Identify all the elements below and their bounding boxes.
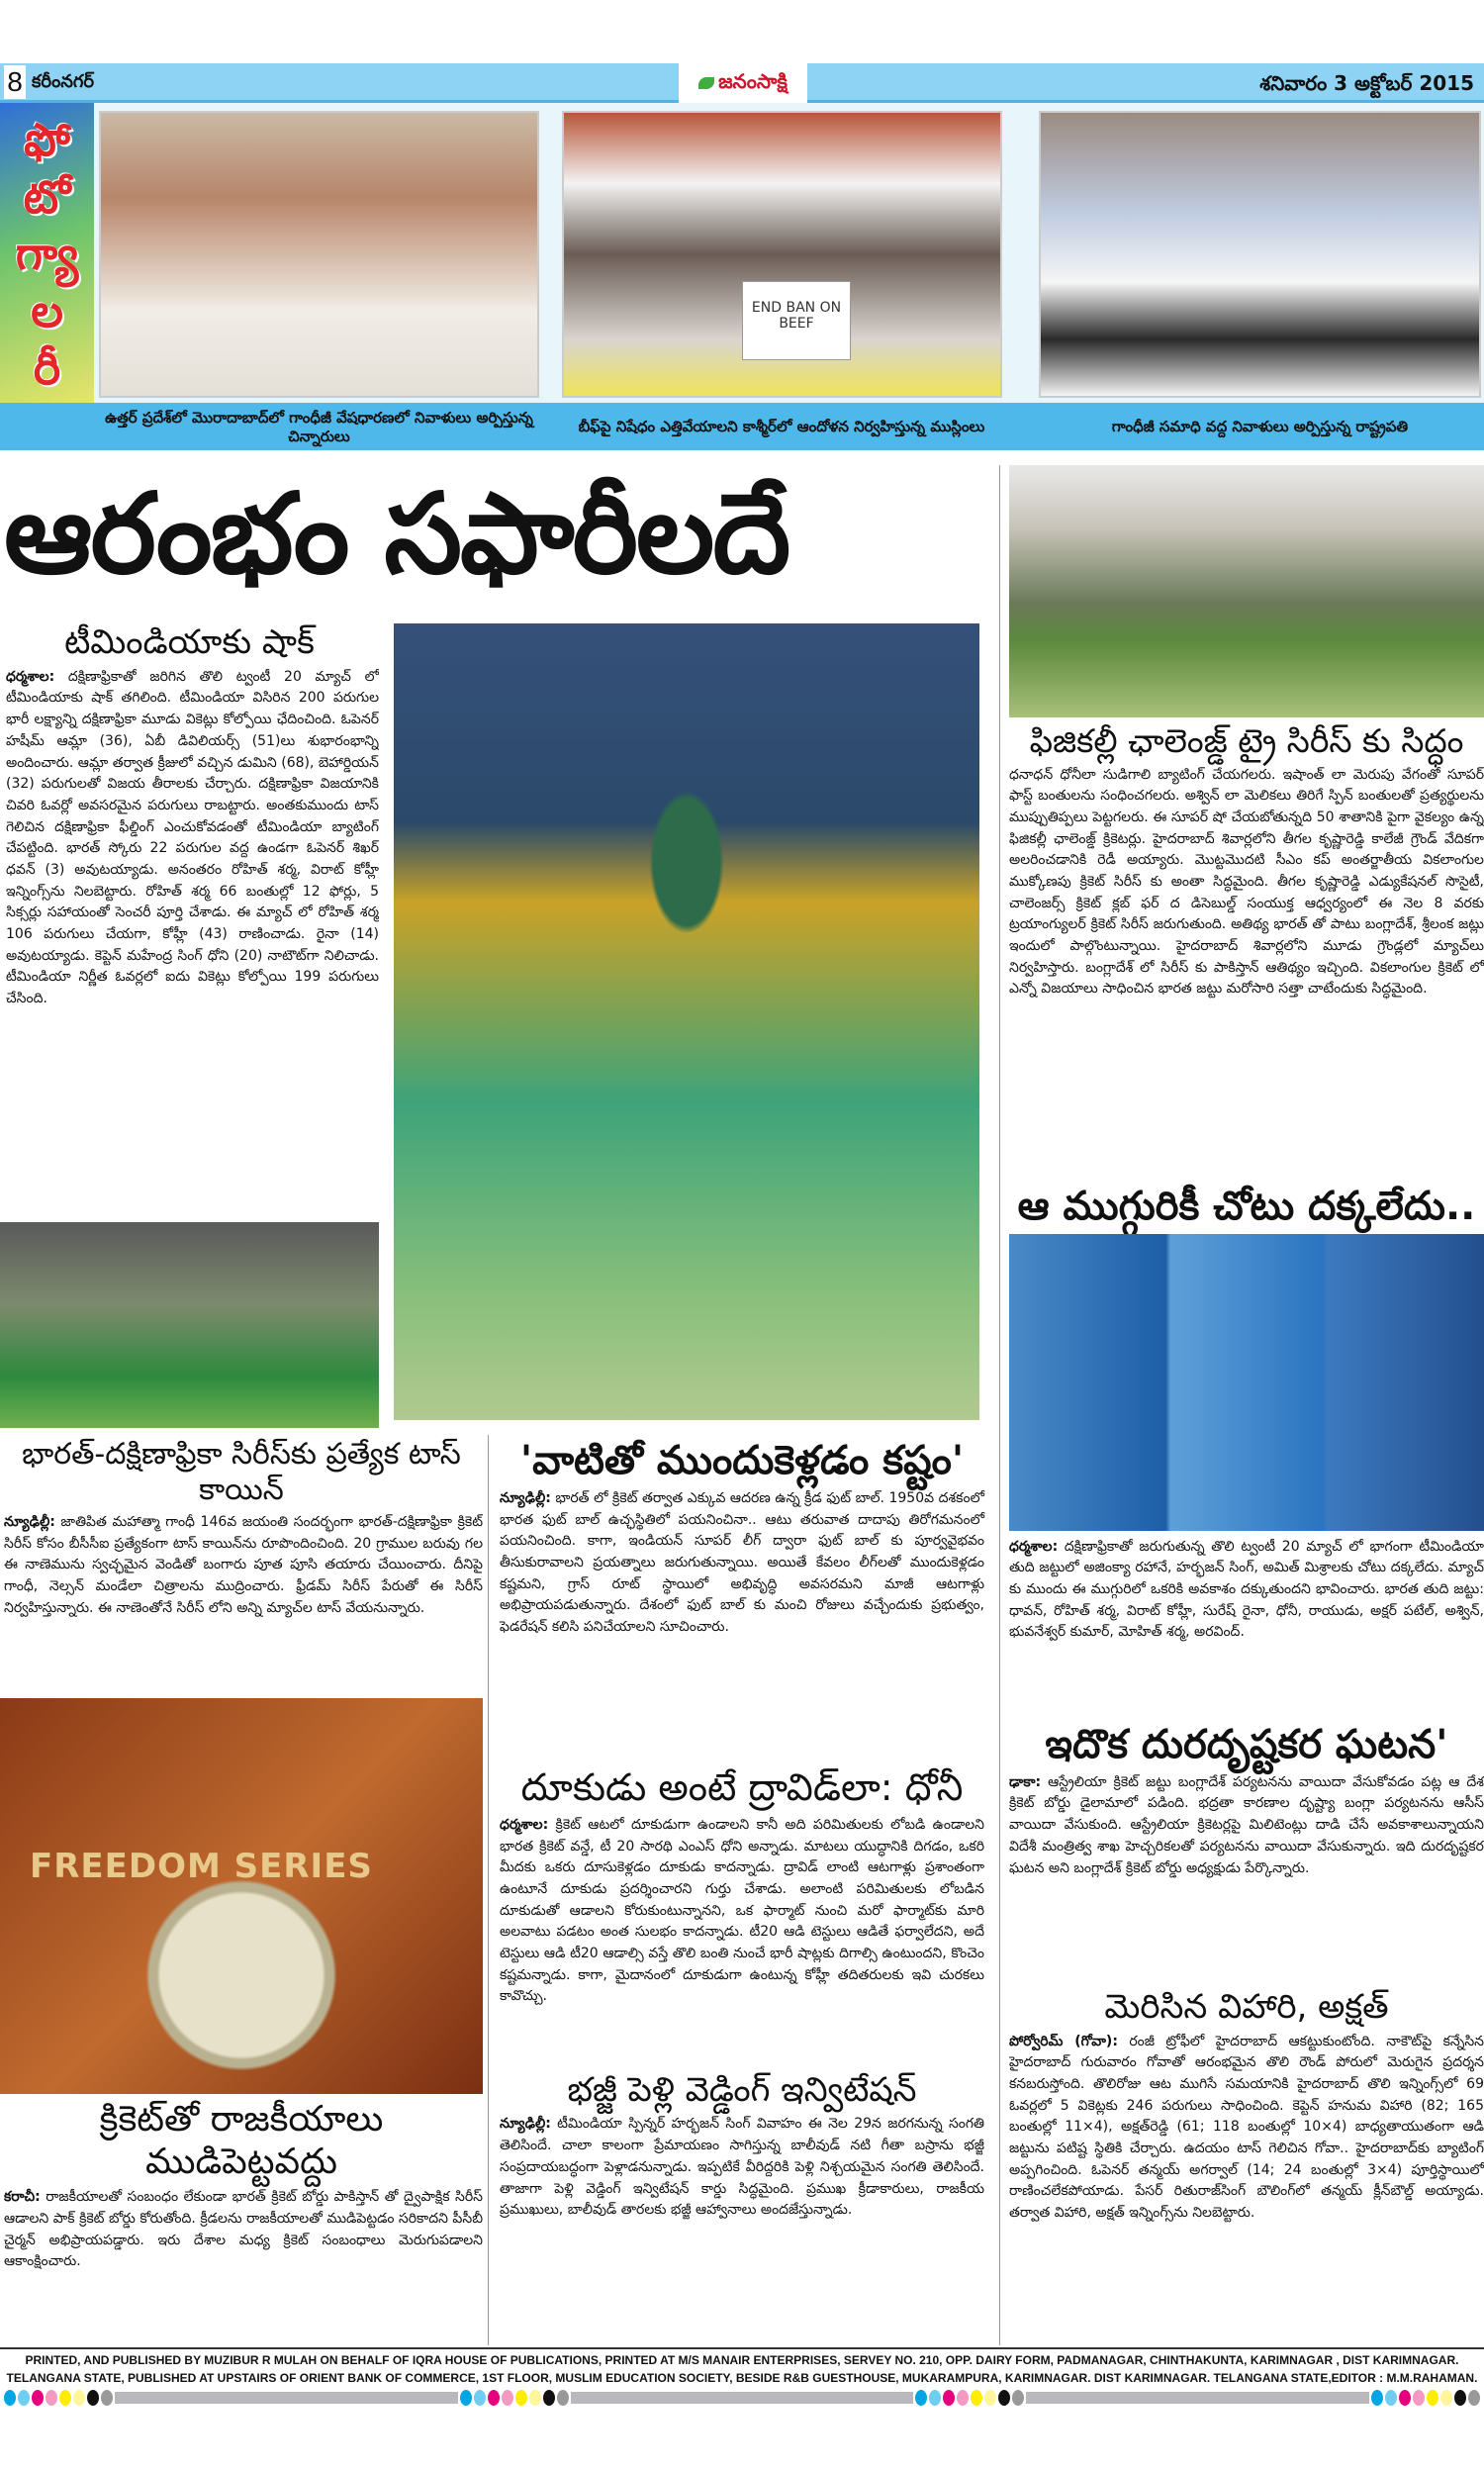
politics-headline: క్రికెట్‌తో రాజకీయాలు ముడిపెట్టవద్దు (99, 2098, 384, 2182)
main-article-body (0, 667, 379, 1207)
registration-bar (1026, 2392, 1369, 2404)
registration-dot (1427, 2390, 1438, 2406)
three-players-body (1009, 1537, 1484, 1709)
registration-dot (101, 2390, 113, 2406)
article-text: ఆస్ట్రేలియా క్రికెట్ జట్టు బంగ్లాదేశ్ పర్యటనను వాయిదా వేసుకోవడం పట్ల ఆ దేశ క్రికెట్ బోర్డు డైలామాలో పడింది. భద్రతా కారణాల దృష్ట్యా బంగ్లా పర్యటనను ఆసీస్ వాయిదా వేసుకుంది. ఆస్ట్రేలియా క్రికెటర్లపై మిలిటెంట్లు దాడి చేసే అవకాశాలున్నాయని విదేశీ మంత్రిత్వ శాఖ హెచ్చరికలతో పర్యటనను వాయిదా వేసుకున్నారు. ఇది దురదృష్టకర ఘటన అని బంగ్లాదేశ్ క్రికెట్ బోర్డు అధ్యక్షుడు పేర్కొన్నారు. (1009, 1773, 1484, 1876)
vihari-body (1009, 2032, 1484, 2335)
gallery-photo-kashmir-protest (562, 111, 1002, 398)
registration-dot (1399, 2390, 1411, 2406)
registration-dot (929, 2390, 941, 2406)
imprint-footer (0, 2351, 1484, 2387)
registration-dot (529, 2390, 541, 2406)
registration-dot (1413, 2390, 1425, 2406)
newspaper-logo (679, 61, 807, 105)
registration-dot (4, 2390, 16, 2406)
registration-bar (571, 2392, 914, 2404)
football-body (495, 1488, 989, 1754)
photo-three-players (1009, 1234, 1484, 1531)
registration-bar (115, 2392, 458, 2404)
politics-body (0, 2187, 483, 2335)
registration-dot (18, 2390, 30, 2406)
dhoni-body (495, 1815, 989, 2058)
bhajji-body (495, 2114, 989, 2335)
article-text: జాతిపిత మహాత్మా గాంధీ 146వ జయంతి సందర్భంగా భారత్-దక్షిణాఫ్రికా క్రికెట్ సిరీస్ కోసం బీసీసీఐ ప్రత్యేకంగా టాస్ కాయిన్‌ను రూపొందించింది. 20 గ్రాముల బరువు గల ఈ నాణెమును స్వచ్ఛమైన వెండితో బంగారు పూత పూసి తయారు చేయించారు. దీనిపై గాంధీ, నెల్సన్ మండేలా చిత్రాలను ముద్రించారు. ఫ్రీడమ్ సిరీస్ పేరుతో ఈ సిరీస్ నిర్వహిస్తున్నారు. ఈ నాణెంతోనే సిరీస్ లోని అన్ని మ్యాచ్‌ల టాస్ వేయనున్నారు. (4, 1514, 483, 1616)
dateline: కరాచీ: (4, 2189, 41, 2206)
dateline: న్యూఢిల్లీ: (500, 1490, 551, 1506)
dateline: ఢాకా: (1009, 1773, 1042, 1790)
page-number: 8 (4, 65, 26, 99)
left-lower-column (0, 1433, 483, 2343)
registration-dot (1385, 2390, 1397, 2406)
registration-dot (515, 2390, 527, 2406)
vihari-headline: మెరిసిన విహారి, అక్షత్‌ (1104, 1986, 1389, 2027)
issue-date: శనివారం 3 అక్టోబర్ 2015 (1259, 71, 1474, 95)
gallery-photo-president-tribute (1039, 111, 1481, 398)
photo-caption: గాంధీజీ సమాధి వద్ద నివాళులు అర్పిస్తున్న రాష్ట్రపతి (1111, 418, 1409, 436)
article-text: భారత్ లో క్రికెట్ తర్వాత ఎక్కువ ఆదరణ ఉన్న క్రీడ ఫుట్ బాల్. 1950వ దశకంలో భారత ఫుట్ బాల్ ఉచ్ఛస్థితిలో పయనించినా.. ఆటు తరువాత దాదాపు తిరోగమనంలో పయనించింది. కాగా, ఇండియన్ సూపర్ లీగ్ ద్వారా ఫుట్ బాల్ కు పూర్వవైభవం తీసుకురావాలని ప్రయత్నాలు జరుగుతున్నాయి. అయితే కేవలం లీగ్‌లతో ముందుకెళ్లడం కష్టమని, గ్రాస్ రూట్ స్థాయిలో అభివృద్ధి అవసరమని మాజీ ఆటగాళ్లు అభిప్రాయపడుతున్నారు. దేశంలో ఫుట్ బాల్ కు మంచి రోజులు వచ్చేందుకు ప్రభుత్వం, ఫెడరేషన్ కలిసి పనిచేయాలని సూచించారు. (500, 1490, 984, 1636)
article-text: దక్షిణాఫ్రికాతో జరిగిన తొలి ట్వంటీ 20 మ్యాచ్ లో టీమిండియాకు షాక్ తగిలింది. టీమిండియా విసిరిన 200 పరుగుల భారీ లక్ష్యాన్ని దక్షిణాఫ్రికా మూడు వికెట్లు కోల్పోయి ఛేదించింది. ఓపెనర్ హషీమ్ ఆమ్లా (36), ఏబీ డివిలియర్స్ (51)లు శుభారంభాన్ని అందించారు. ఆమ్లా తర్వాత క్రీజులో వచ్చిన డుమిని (68), బెహార్డియన్ (32) పరుగులతో విజయ తీరాలకు చేర్చారు. దక్షిణాఫ్రికా విజయానికి చివరి ఓవర్లో అవసరమైన పరుగులు రాబట్టారు. అంతకుముందు టాస్ గెలిచిన దక్షిణాఫ్రికా ఫీల్డింగ్ ఎంచుకోవడంతో టీమిండియా బ్యాటింగ్ చేపట్టింది. భారత్ స్కోరు 22 పరుగుల వద్ద ఉండగా ఓపెనర్ శిఖర్ ధవన్ (3) అవుటయ్యాడు. అనంతరం రోహిత్ శర్మ, విరాట్ కోహ్లీ ఇన్నింగ్స్‌ను నిలబెట్టారు. రోహిత్ శర్మ 66 బంతుల్లో 12 ఫోర్లు, 5 సిక్సర్లు సహాయంతో సెంచరీ పూర్తి చేశాడు. ఈ మ్యాచ్ లో రోహిత్ శర్మ 106 పరుగులు చేయగా, కోహ్లీ (43) రాణించాడు. రైనా (14) అవుటయ్యాడు. కెప్టెన్ మహేంద్ర సింగ్ ధోని (20) నాటౌట్‌గా నిలిచాడు. టీమిండియా నిర్ణీత ఓవర్లలో ఐదు వికెట్లు కోల్పోయి 199 పరుగులు చేసింది. (6, 668, 379, 1007)
gallery-title-letter: ల (31, 284, 63, 338)
article-text: దక్షిణాఫ్రికాతో జరుగుతున్న తొలి ట్వంటీ 20 మ్యాచ్ లో భాగంగా టీమిండియా తుది జట్టులో అజింక్యా రహానే, హర్భజన్ సింగ్, అమిత్ మిశ్రాలకు చోటు దక్కలేదు. మ్యాచ్ కు ముందు ఈ ముగ్గురిలో ఒకరికి అవకాశం దక్కుతుందని భావించారు. భారత తుది జట్టు: ధావన్, రోహిత్ శర్మ, విరాట్ కోహ్లీ, సురేష్ రైనా, ధోనీ, రాయుడు, అక్షర్ పటేల్, అశ్విన్, భువనేశ్వర్ కుమార్, మోహిత్ శర్మ, అరవింద్. (1009, 1538, 1484, 1641)
physically-challenged-headline: ఫిజికల్లీ ఛాలెంజ్డ్ ట్రై సిరీస్ కు సిద్ధం (1029, 721, 1464, 760)
dateline: ధర్మశాల: (6, 668, 55, 685)
article-text: రంజీ ట్రోఫీలో హైదరాబాద్ ఆకట్టుకుంటోంది. నాకౌట్‌పై కన్నేసిన హైదరాబాద్ గురువారం గోవాతో ఆరంభమైన తొలి రౌండ్ పోరులో మెరుగైన ప్రదర్శన కనబరుస్తోంది. తొలిరోజు ఆట ముగిసే సమయానికి హైదరాబాద్ తొలి ఇన్నింగ్స్‌లో 69 ఓవర్లలో 5 వికెట్లకు 246 పరుగులు సాధించింది. కెప్టెన్ హనుమ విహారి (82; 165 బంతుల్లో 11×4), అక్షత్‌రెడ్డి (61; 118 బంతుల్లో 10×4) బాధ్యతాయుతంగా ఆడి జట్టును పటిష్ట స్థితికి చేర్చారు. ఉదయం టాస్ గెలిచిన గోవా.. హైదరాబాద్‌కు బ్యాటింగ్ అప్పగించింది. ఓపెనర్ తన్మయ్ అగర్వాల్ (14; 24 బంతుల్లో 3×4) పూర్తిస్థాయిలో రాణించలేకపోయాడు. పేసర్ రితురాజ్‌సింగ్ బౌలింగ్‌లో తన్మయ్ క్లీన్‌బౌల్డ్ అయ్యాడు. తర్వాత విహారి, అక్షత్ ఇన్నింగ్స్‌ను నిలబెట్టారు. (1009, 2033, 1484, 2222)
imprint-line: PRINTED, AND PUBLISHED BY MUZIBUR R MULAH ON BEHALF OF IQRA HOUSE OF PUBLICATIONS, PRINTED AT M/S MANAIR ENTERPRISES, SERVEY NO. 210, OPP. DAIRY FORM, PADMANAGAR, CHINTHAKUNTA, KARIMNAGAR , DIST KARIMNAGAR. (25, 2353, 1459, 2367)
gallery-title (0, 103, 94, 405)
article-text: క్రికెట్ ఆటలో దూకుడుగా ఉండాలని కానీ అది పరిమితులకు లోబడి ఉండాలని భారత క్రికెట్ వన్డే, టీ 20 సారథి ఎంఎస్ ధోని అన్నాడు. మాటలు యుద్ధానికి దిగడం, ఒకరి మీదకు ఒకరు దూసుకెళ్లడం దూకుడు కాదన్నాడు. ద్రావిడ్ లాంటి ఆటగాళ్లు ప్రశాంతంగా ఉంటూనే దూకుడు ప్రదర్శించారని గుర్తు చేశాడు. అలాంటి పరిమితులకు లోబడిన దూకుడుతో ఆడాలని కోరుకుంటున్నానని, ఒక ఫార్మాట్ నుంచి మరో ఫార్మాట్‌కు మారి అలవాటు పడటం అంత సులభం కాదన్నాడు. టీ20 ఆడి టెస్టులు ఆడితే ఫర్వాలేదని, అదే టెస్టులు ఆడి టీ20 ఆడాల్సి వస్తే తొలి బంతి నుంచే భారీ షాట్లకు దిగాల్సి ఉంటుందని, కొంచెం కష్టమన్నాడు. కాగా, మైదానంలో దూకుడుగా ఉంటున్న కోహ్లీ తదితరులకు ఇవి చురకలు కావొచ్చు. (500, 1816, 984, 2005)
photo-caption: బీఫ్‌పై నిషేధం ఎత్తివేయాలని కాశ్మీర్‌లో ఆందోళన నిర్వహిస్తున్న ముస్లింలు (578, 418, 985, 436)
registration-dot (59, 2390, 71, 2406)
registration-dot (32, 2390, 44, 2406)
registration-dot (474, 2390, 486, 2406)
physically-challenged-body: ధనాధన్ ధోనీలా సుడిగాలి బ్యాటింగ్ చేయగలరు. ఇషాంత్ లా మెరుపు వేగంతో సూపర్ ఫాస్ట్ బంతులను సంధించగలరు. అశ్విన్ లా మెలికలు తిరిగే స్పిన్ బంతులతో ప్రత్యర్థులను ముప్పుతిప్పలు పెట్టగలరు. ఈ సూపర్ షో చేయబోతున్నది 50 శాతానికి పైగా వైకల్యం ఉన్న ఫిజికల్లీ ఛాలెంజ్డ్ క్రికెటర్లు. హైదరాబాద్ శివార్లలోని తీగల కృష్ణారెడ్డి కాలేజీ గ్రౌండ్ వేదికగా అలరించడానికి రెడీ అయ్యారు. మొట్టమొదటి సీఎం కప్ అంతర్జాతీయ వికలాంగుల ముక్కోణపు క్రికెట్ సిరీస్ కు అంతా సిద్ధమైంది. తీగల కృష్ణారెడ్డి ఎడ్యుకేషనల్ సొసైటీ, చాలెంజర్స్ క్రికెట్ క్లబ్ ఫర్ ద డిసెబుల్డ్ సంయుక్త ఆధ్వర్యంలో ఈ నెల 8 వరకు ట్రయాంగ్యులర్ క్రికెట్ సిరీస్ జరుగుతుంది. అతిథ్య భారత్ తో పాటు బంగ్లాదేశ్, శ్రీలంక జట్లు ఇందులో పాల్గొంటున్నాయి. హైదరాబాద్ శివార్లలోని మూడు గ్రౌండ్లలో మ్యాచ్‌లు నిర్వహిస్తారు. బంగ్లాదేశ్ లో సిరీస్ కు పాకిస్తాన్ ఆతిథ్యం ఇచ్చింది. వికలాంగుల క్రికెట్ లో ఎన్నో విజయాలు సాధించిన భారత జట్టు మరోసారి సత్తా చాటేందుకు సిద్ధమైంది. (1009, 766, 1484, 998)
registration-dot (1468, 2390, 1480, 2406)
registration-dot (957, 2390, 969, 2406)
photo-batsman-action (0, 1222, 379, 1428)
main-subheadline: టీమిండియాకు షాక్ (64, 622, 315, 662)
gallery-title-letter: రీ (33, 341, 61, 396)
column-divider (488, 1435, 489, 2345)
bhajji-headline: భజ్జీ పెళ్లి వెడ్డింగ్ ఇన్విటేషన్ (567, 2069, 917, 2110)
unfortunate-headline: ఇదొక దురదృష్టకర ఘటన' (1045, 1721, 1448, 1767)
registration-dot (984, 2390, 996, 2406)
gallery-title-letter: ఫో (24, 112, 70, 166)
registration-dot (915, 2390, 927, 2406)
dateline: న్యూఢిల్లీ: (500, 2116, 551, 2133)
imprint-line: TELANGANA STATE, PUBLISHED AT UPSTAIRS OF ORIENT BANK OF COMMERCE, 1ST FLOOR, MUSLIM EDUCATION SOCIETY, BESIDE R&B GUESTHOUSE, MUKARAMPURA, KARIMNAGAR. DIST KARIMNAGAR. TELANGANA STATE,EDITOR : M.M.RAHAMAN. (6, 2371, 1478, 2385)
main-photo-batsman (394, 623, 979, 1420)
main-story-column (0, 618, 379, 1215)
three-players-headline: ఆ ముగ్గురికీ చోటు దక్కలేదు.. (1017, 1183, 1476, 1229)
photo-physically-challenged-cricket (1009, 465, 1484, 717)
right-column (1009, 465, 1484, 2343)
registration-dot (1012, 2390, 1024, 2406)
leaf-icon (698, 77, 714, 89)
football-headline: 'వాటితో ముందుకెళ్లడం కష్టం' (519, 1438, 965, 1483)
logo-text: జనంసాక్షి (718, 68, 788, 93)
footer-area (0, 2351, 1484, 2406)
registration-dot (998, 2390, 1010, 2406)
registration-dot (1371, 2390, 1383, 2406)
dhoni-headline: దూకుడు అంటే ద్రావిడ్‌లా: ధోనీ (520, 1765, 964, 1810)
article-text: టీమిండియా స్పిన్నర్ హర్భజన్ సింగ్ వివాహం ఈ నెల 29న జరగనున్న సంగతి తెలిసిందే. చాలా కాలంగా ప్రేమాయణం సాగిస్తున్న బాలీవుడ్ నటి గీతా బస్రాను భజ్జీ సంప్రదాయబద్ధంగా పెళ్లాడనున్నాడు. ఇప్పటికే వీరిద్దరికి పెళ్లి నిశ్చయమైన సంగతి తెలిసిందే. తాజాగా పెళ్లి వెడ్డింగ్ ఇన్విటేషన్ కార్డు సిద్ధమైంది. ప్రముఖ క్రీడాకారులు, రాజకీయ ప్రముఖులు, బాలీవుడ్ తారలకు భజ్జీ ఆహ్వానాలు అందజేస్తున్నాడు. (500, 2116, 984, 2219)
registration-dot (46, 2390, 57, 2406)
toss-coin-body (0, 1512, 483, 1690)
protest-placard: END BAN ON BEEF (742, 281, 851, 360)
registration-dot (488, 2390, 500, 2406)
toss-coin-headline: భారత్-దక్షిణాఫ్రికా సిరీస్‌కు ప్రత్యేక టాస్ కాయిన్ (22, 1437, 461, 1507)
dateline: న్యూఢిల్లీ: (4, 1514, 55, 1530)
coin-label: FREEDOM SERIES (30, 1846, 373, 1886)
footer-divider (0, 2347, 1484, 2349)
gallery-title-letter: టో (23, 169, 71, 224)
section-name: కరీంనగర్ (32, 71, 94, 92)
registration-dot (943, 2390, 955, 2406)
registration-dot (557, 2390, 569, 2406)
registration-dot (73, 2390, 85, 2406)
unfortunate-body (1009, 1772, 1484, 1975)
registration-dot (460, 2390, 472, 2406)
dateline: ధర్మశాల: (500, 1816, 549, 1833)
article-text: రాజకీయాలతో సంబంధం లేకుండా భారత్ క్రికెట్ బోర్డు పాకిస్తాన్ తో ద్వైపాక్షిక సిరీస్ ఆడాలని పాక్ క్రికెట్ బోర్డు కోరుతోంది. క్రీడలను రాజకీయాలతో ముడిపెట్టడం సరికాదని పీసీబీ చైర్మన్ అభిప్రాయపడ్డారు. ఇరు దేశాల మధ్య క్రికెట్ సంబంధాలు మెరుగుపడాలని ఆకాంక్షించారు. (4, 2189, 483, 2270)
gallery-photo-gandhi-children (99, 111, 539, 398)
gallery-title-letter: గ్యా (15, 227, 79, 281)
column-divider (999, 465, 1000, 2345)
dateline: ధర్మశాల: (1009, 1538, 1059, 1555)
registration-dot (971, 2390, 982, 2406)
registration-dot (1454, 2390, 1466, 2406)
registration-dot (87, 2390, 99, 2406)
printer-registration-marks (0, 2390, 1484, 2406)
center-lower-column (495, 1433, 989, 2343)
photo-caption: ఉత్తర్ ప్రదేశ్‌లో మొరాదాబాద్‌లో గాంధీజీ వేషధారణలో నివాళులు అర్పిస్తున్న చిన్నారులు (105, 408, 533, 445)
dateline: పోర్వోరిమ్ (గోవా): (1009, 2033, 1118, 2049)
registration-dot (1440, 2390, 1452, 2406)
photo-freedom-series-coin (0, 1698, 483, 2094)
registration-dot (543, 2390, 555, 2406)
main-headline: ఆరంభం సఫారీలదే (4, 470, 789, 599)
registration-dot (502, 2390, 513, 2406)
